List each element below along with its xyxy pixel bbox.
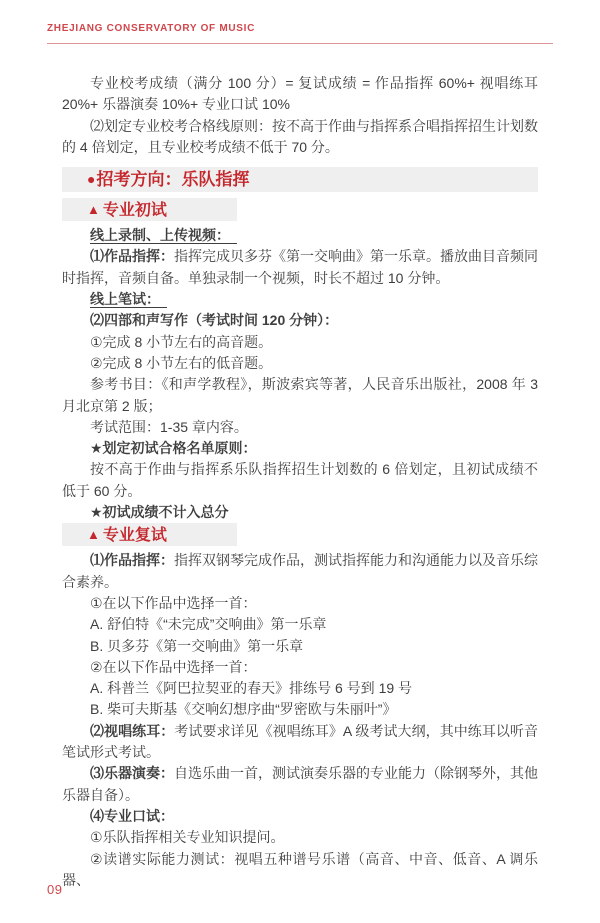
label-online-written <box>62 289 538 310</box>
section-bullet-icon: ● <box>87 171 96 188</box>
paragraph-final-item2 <box>62 721 538 764</box>
paragraph-final-choice2-label: ②在以下作品中选择一首： <box>90 658 257 675</box>
final-item1-text: 指挥双钢琴完成作品，测试指挥能力和沟通能力以及音乐综合素养。 <box>62 552 538 590</box>
paragraph-final-choice1-a: A. 舒伯特《“未完成”交响曲》第一乐章 <box>90 616 327 633</box>
section-heading-orchestra-conducting <box>62 167 538 192</box>
paragraph-final-choice2-b: B. 柴可夫斯基《交响幻想序曲“罗密欧与朱丽叶”》 <box>90 701 397 718</box>
paragraph-final-item3 <box>62 763 538 806</box>
subsection-title-final: 专业复试 <box>102 527 167 545</box>
subsection-heading-preliminary <box>62 198 237 221</box>
paragraph-reference-books: 参考书目：《和声学教程》，斯波索宾等著，人民音乐出版社，2008 年 3 月北京第 2 版； <box>62 376 538 414</box>
content <box>62 73 538 891</box>
paragraph-prelim-note: ★初试成绩不计入总分 <box>90 504 229 521</box>
paragraph-final-item4-label: ⑷专业口试： <box>90 807 174 824</box>
triangle-icon: ▲ <box>87 202 100 218</box>
paragraph-prelim-item2: ⑵四部和声写作（考试时间 120 分钟）： <box>90 312 339 329</box>
page-header <box>0 0 600 44</box>
online-recording-underline: 线上录制、上传视频： <box>90 227 237 244</box>
paragraph-passline-rule: ⑵划定专业校考合格线原则：按不高于作曲与指挥系合唱指挥招生计划数的 4 倍划定，且专业校考成绩不低于 70 分。 <box>62 117 538 155</box>
paragraph-exam-scope: 考试范围：1-35 章内容。 <box>90 418 248 435</box>
final-item3-label: ⑶乐器演奏： <box>90 765 174 782</box>
final-item2-label: ⑵视唱练耳： <box>90 722 175 739</box>
final-item2-text: 考试要求详见《视唱练耳》A 级考试大纲，其中练耳以听音笔试形式考试。 <box>62 722 538 761</box>
final-item1-label: ⑴作品指挥： <box>90 552 174 569</box>
paragraph-prelim-rule-label: ★划定初试合格名单原则： <box>90 440 257 457</box>
subsection-heading-final <box>62 523 237 546</box>
header-brand: ZHEJIANG CONSERVATORY OF MUSIC <box>47 23 256 34</box>
subsection-title-preliminary: 专业初试 <box>102 202 167 220</box>
paragraph-final-choice1-label: ①在以下作品中选择一首： <box>90 594 257 611</box>
paragraph-final-item4-sub1: ①乐队指挥相关专业知识提问。 <box>90 829 285 846</box>
triangle-icon: ▲ <box>87 527 100 543</box>
paragraph-prelim-item2-sub2: ②完成 8 小节左右的低音题。 <box>90 354 273 371</box>
paragraph-final-item4-sub2: ②读谱实际能力测试：视唱五种谱号乐谱（高音、中音、低音、A 调乐器、 <box>62 850 538 888</box>
label-online-recording <box>62 225 538 246</box>
prelim-item1-text: 指挥完成贝多芬《第一交响曲》第一乐章。播放曲目音频同时指挥，音频自备。单独录制一个视频，时长不超过 10 分钟。 <box>62 248 538 286</box>
page-number: 09 <box>47 882 63 897</box>
paragraph-final-choice1-b: B. 贝多芬《第一交响曲》第一乐章 <box>90 637 304 654</box>
paragraph-final-choice2-a: A. 科普兰《阿巴拉契亚的春天》排练号 6 号到 19 号 <box>90 680 413 697</box>
paragraph-prelim-rule-text: 按不高于作曲与指挥系乐队指挥招生计划数的 6 倍划定，且初试成绩不低于 60 分。 <box>62 461 538 499</box>
paragraph-prelim-item1 <box>62 246 538 289</box>
paragraph-final-item1 <box>62 550 538 593</box>
prelim-item1-label: ⑴作品指挥： <box>90 248 174 265</box>
section-title: 招考方向：乐队指挥 <box>96 170 250 190</box>
paragraph-score-formula: 专业校考成绩（满分 100 分）= 复试成绩 = 作品指挥 60%+ 视唱练耳 20%+ 乐器演奏 10%+ 专业口试 10% <box>62 75 538 113</box>
online-written-underline: 线上笔试： <box>90 291 167 308</box>
paragraph-prelim-item2-sub1: ①完成 8 小节左右的高音题。 <box>90 333 273 350</box>
header-rule <box>47 43 553 44</box>
final-item3-text: 自选乐曲一首，测试演奏乐器的专业能力（除钢琴外，其他乐器自备）。 <box>62 765 538 803</box>
